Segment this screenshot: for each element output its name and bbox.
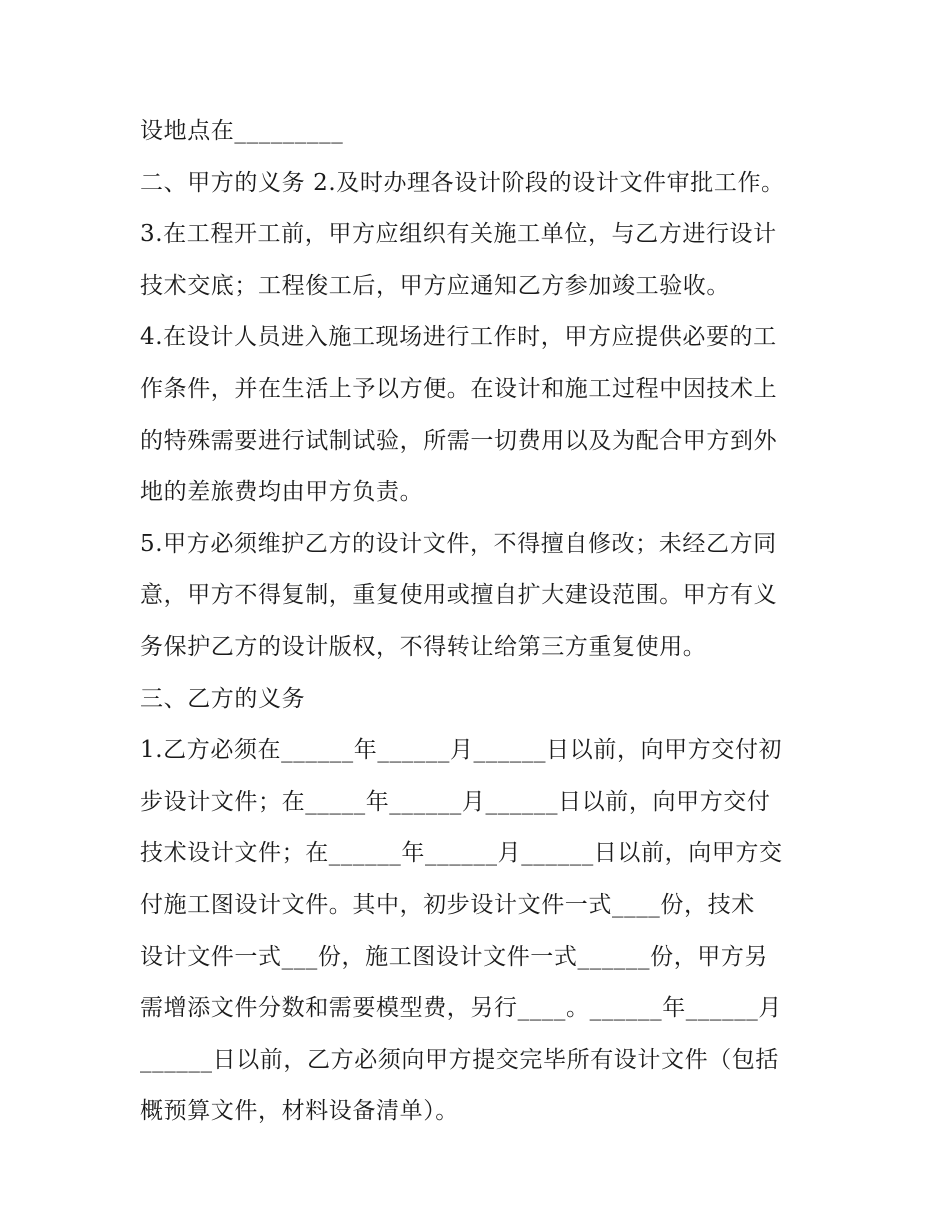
text-line-13: 1.乙方必须在______年______月______日以前，向甲方交付初: [140, 737, 783, 764]
text-line-9: 5.甲方必须维护乙方的设计文件，不得擅自修改；未经乙方同: [140, 530, 777, 557]
text-line-18: 需增添文件分数和需要模型费，另行____。______年______月: [140, 995, 782, 1022]
text-line-20: 概预算文件，材料设备清单）。: [140, 1098, 459, 1125]
text-line-12: 三、乙方的义务: [140, 685, 306, 712]
text-line-2: 二、甲方的义务 2.及时办理各设计阶段的设计文件审批工作。: [140, 169, 785, 196]
text-line-3: 3.在工程开工前，甲方应组织有关施工单位，与乙方进行设计: [140, 221, 777, 248]
text-line-14: 步设计文件；在_____年______月______日以前，向甲方交付: [140, 788, 771, 815]
text-line-16: 付施工图设计文件。其中，初步设计文件一式____份，技术: [140, 891, 755, 918]
text-line-11: 务保护乙方的设计版权，不得转让给第三方重复使用。: [140, 633, 707, 660]
text-line-1: 设地点在_________: [140, 118, 344, 144]
text-line-5: 4.在设计人员进入施工现场进行工作时，甲方应提供必要的工: [140, 324, 777, 351]
text-line-8: 地的差旅费均由甲方负责。: [140, 479, 424, 506]
text-line-4: 技术交底；工程俊工后，甲方应通知乙方参加竣工验收。: [140, 272, 730, 299]
text-line-15: 技术设计文件；在______年______月______日以前，向甲方交: [140, 840, 783, 867]
text-line-6: 作条件，并在生活上予以方便。在设计和施工过程中因技术上: [140, 375, 778, 402]
text-line-19: ______日以前，乙方必须向甲方提交完毕所有设计文件（包括: [140, 1046, 779, 1073]
contract-text-body: [140, 106, 820, 1138]
text-line-7: 的特殊需要进行试制试验，所需一切费用以及为配合甲方到外: [140, 427, 778, 454]
text-line-17: 设计文件一式___份，施工图设计文件一式______份，甲方另: [140, 943, 769, 970]
text-line-10: 意，甲方不得复制，重复使用或擅自扩大建设范围。甲方有义: [140, 582, 778, 609]
